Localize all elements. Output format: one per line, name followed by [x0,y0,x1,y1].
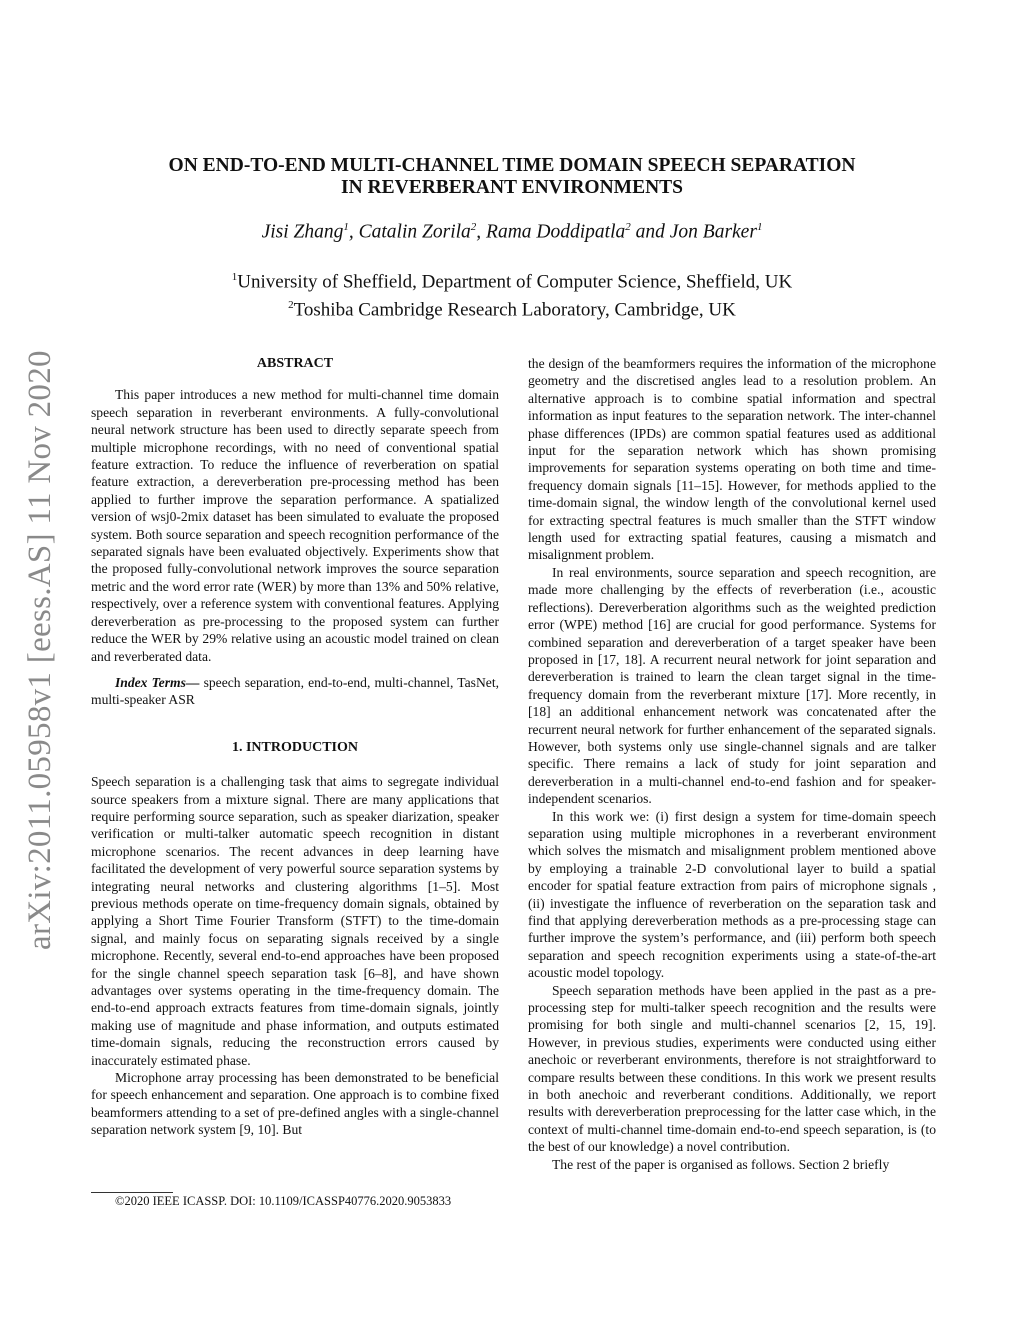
index-terms-text: speech separation, end-to-end, multi-channel, TasNet, multi-speaker ASR [91,674,499,708]
author-name: Rama Doddipatla [486,221,626,243]
paragraph: Speech separation is a challenging task that aims to segregate individual source speakers from a mixture signal. There are many applications that require performing source separation, such as speaker diarization, speaker verification or multi-talker automatic speech recognition in distant microphone scenarios. The recent advances in deep learning have facilitated the development of very powerful source separation systems by integrating neural networks and clustering algorithms [1–5]. Most previous methods operate on time-frequency domain signals, obtained by applying a Short Time Fourier Transform (STFT) to the time-domain signal, and mainly focus on separating signals received by a single microphone. Recently, several end-to-end approaches have been proposed for the single channel speech separation task [6–8], and have shown advantages over systems operating in the time-frequency domain. The end-to-end approach extracts features from time-domain signals, jointly making use of magnitude and phase information, and outputs estimated time-domain signals, reducing the reconstruction errors caused by inaccurately estimated phase. [91,774,499,1068]
affiliation [0,294,1024,322]
abstract-text: This paper introduces a new method for multi-channel time domain speech separation in reverberant environments. A fully-convolutional neural network structure has been used to directly separate speech from multiple microphone recordings, with no need of conventional spatial feature extraction. To reduce the influence of reverberation on spatial feature extraction, a dereverberation pre-processing method has been applied to further improve the separation performance. A spatialized version of wsj0-2mix dataset has been simulated to evaluate the proposed system. Both source separation and speech recognition performance of the separated signals have been evaluated objectively. Experiments show that the proposed fully-convolutional network improves the source separation metric and the word error rate (WER) by more than 13% and 50% relative, respectively, over a reference system with conventional features. Applying dereverberation as pre-processing to the proposed system can further reduce the WER by 29% relative using an acoustic model trained on clean and reverberated data. [91,387,499,664]
index-terms-label: Index Terms— [115,674,200,690]
copyright-footnote: ©2020 IEEE ICASSP. DOI: 10.1109/ICASSP40776.2020.9053833 [115,1194,452,1208]
paragraph: the design of the beamformers requires the information of the microphone geometry and the discretised angles lead to a resolution problem. An alternative approach is to combine spatial information and spectral information as input features to the separation network. The inter-channel phase differences (IPDs) are common spatial features used as additional input for the separation network which has shown promising improvements for separation systems operating on both time and time-frequency domain signals [11–15]. However, for methods applied to the time-domain signal, the window length of the convolutional kernel used for extracting spectral features is much smaller than the STFT window length used for extracting spatial features, causing a mismatch and misalignment problem. [528,356,936,563]
affiliation-text: Toshiba Cambridge Research Laboratory, Cambridge, UK [293,299,736,321]
author-name: Catalin Zorila [358,221,471,243]
separator: , [476,221,487,243]
paragraph: Microphone array processing has been demonstrated to be beneficial for speech enhancement and separation. One approach is to combine fixed beamformers attending to a set of pre-defined angles with a single-channel separation network system [9, 10]. But [91,1070,499,1138]
arxiv-identifier-stamp: arXiv:2011.05958v1 [eess.AS] 11 Nov 2020 [22,350,58,950]
author-name: Jisi Zhang [261,221,344,243]
author-affiliation-mark: 1 [756,221,763,233]
author-name: Jon Barker [669,221,757,243]
paragraph: Speech separation methods have been applied in the past as a pre-processing step for multi-talker speech recognition and the results were promising for both single and multi-channel scenarios [2, 15, 19]. However, in previous studies, experiments were conducted using either anechoic or reverberant environments, therefore is not straightforward to compare results between these conditions. In this work we present results in both anechoic and reverberant conditions. Additionally, we report results with dereverberation preprocessing for the latter case which, in the context of multi-channel time-domain end-to-end speech separation, is (to the best of our knowledge) a novel contribution. [528,982,936,1155]
right-column [528,355,936,1173]
abstract-heading: ABSTRACT [256,356,334,371]
affiliation-number: 2 [288,298,294,311]
affiliations [0,266,1024,322]
paragraph: In real environments, source separation and speech recognition, are made more challenging by the effects of reverberation (i.e., acoustic reflections). Dereverberation algorithms such as the weighted prediction error (WPE) method [16] are crucial for good performance. Systems for combined separation and dereverberation of a target speaker have been proposed in [17, 18]. A recurrent neural network for joint separation and dereverberation is trained to learn the clean target signal in the time-frequency domain from the reverberant mixture [17]. More recently, in [18] an additional enhancement network was concatenated after the recurrent neural network for further enhancement of the separated signals. However, both systems only use single-channel signals and are talker specific. There remains a lack of study for joint separation and dereverberation in a multi-channel end-to-end fashion and for speaker-independent scenarios. [528,564,936,807]
paragraph: The rest of the paper is organised as follows. Section 2 briefly [552,1156,890,1172]
affiliation [0,266,1024,294]
paper-title [0,155,1024,199]
author-affiliation-mark: 2 [470,221,477,233]
left-column [91,355,499,1139]
affiliation-number: 1 [231,271,238,283]
paragraph: In this work we: (i) first design a system for time-domain speech separation using multiple microphones in a reverberant environment which solves the mismatch and misalignment problem mentioned above by employing a trainable 2-D convolutional layer to build a spatial encoder for spatial feature extraction from pairs of microphone signals , (ii) investigate the influence of reverberation on the separation task and find that applying dereverberation methods as a pre-processing stage can further improve the system’s performance, and (iii) perform both speech separation and speech recognition experiments using a state-of-the-art acoustic model topology. [528,808,936,981]
title-line-2: IN REVERBERANT ENVIRONMENTS [340,177,684,198]
author-list [0,221,1024,244]
author-affiliation-mark: 2 [625,221,631,233]
separator: and [630,221,670,243]
separator: , [348,221,359,243]
affiliation-text: University of Sheffield, Department of Computer Science, Sheffield, UK [237,271,793,293]
footnote-rule [91,1192,173,1193]
introduction-heading: 1. INTRODUCTION [231,739,358,755]
author-affiliation-mark: 1 [343,221,349,233]
index-terms [91,674,499,709]
title-line-1: ON END-TO-END MULTI-CHANNEL TIME DOMAIN SPEECH SEPARATION [168,155,856,176]
